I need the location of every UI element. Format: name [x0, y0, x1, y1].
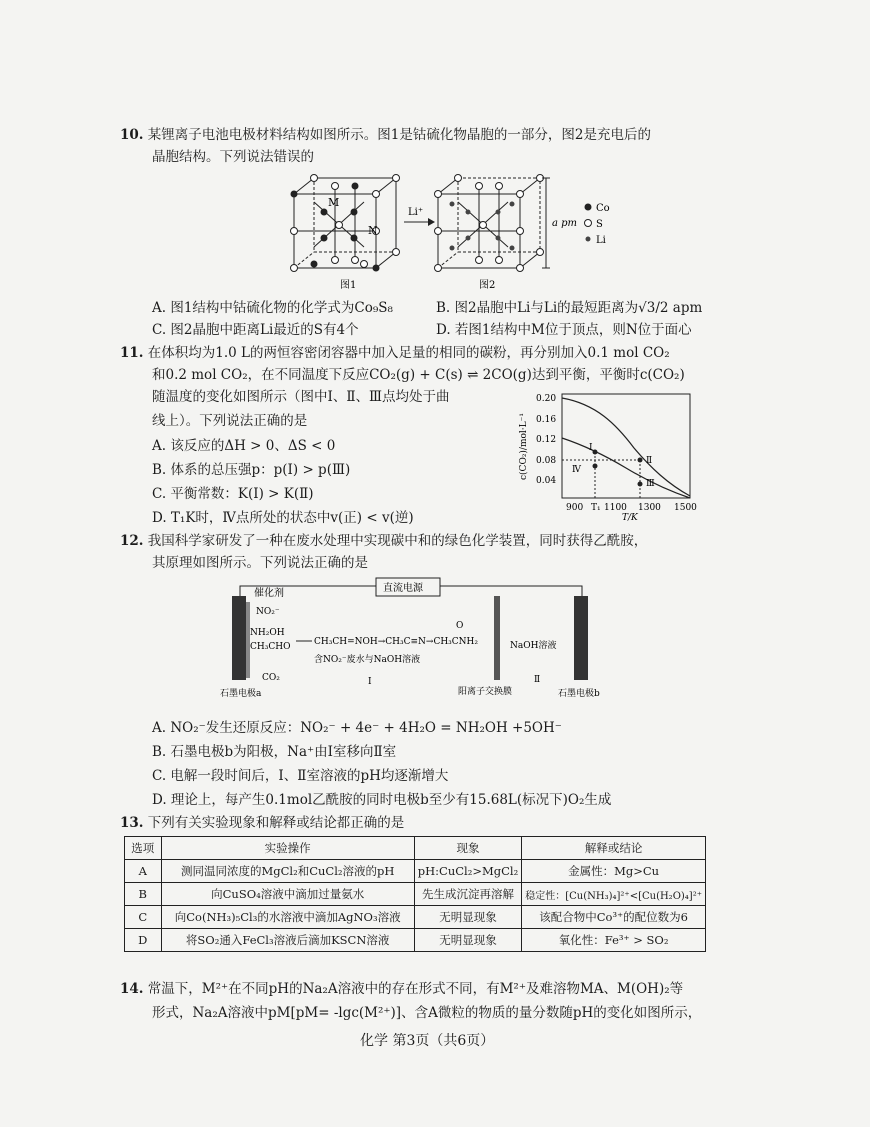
xtick-1100: 1100	[604, 503, 627, 513]
th-conclusion: 解释或结论	[522, 837, 706, 860]
q14-stem-1: 常温下，M²⁺在不同pH的Na₂A溶液中的存在形式不同，有M²⁺及难溶物MA、M(OH)₂等	[147, 981, 684, 997]
q11-stem-1: 在体积均为1.0 L的两恒容密闭容器中加入足量的相同的碳粉，再分别加入0.1 mol CO₂	[147, 345, 670, 361]
q11-number: 11.	[120, 345, 144, 361]
cell: D	[125, 929, 162, 952]
fig1-caption: 图1	[340, 280, 357, 291]
legend-co-swatch	[585, 204, 592, 211]
xtick-1500: 1500	[674, 503, 697, 513]
membrane-shape	[494, 596, 500, 680]
curve-upper	[562, 398, 690, 496]
room-2: Ⅱ	[534, 675, 541, 685]
cell: 测同温同浓度的MgCl₂和CuCl₂溶液的pH	[161, 860, 414, 883]
label-point-iii: Ⅲ	[646, 479, 655, 489]
q10-line1	[120, 124, 651, 146]
table-header-row	[125, 837, 706, 860]
fig2-caption: 图2	[479, 280, 496, 291]
fig1-cube	[294, 178, 396, 268]
q11-option-b: B. 体系的总压强p：p(Ⅰ) > p(Ⅲ)	[152, 462, 351, 478]
dim-label: a pm	[552, 218, 578, 229]
cell: 氧化性：Fe³⁺ > SO₂	[522, 929, 706, 952]
electrode-a-label: 石墨电极a	[220, 689, 262, 699]
q11-stem-2: 和0.2 mol CO₂，在不同温度下反应CO₂(g) + C(s) ⇌ 2CO(g)达到平衡，平衡时c(CO₂)	[152, 367, 685, 383]
q10-crystal-figure	[284, 172, 624, 294]
species-ch3cho: CH₃CHO	[250, 642, 291, 652]
q12-option-c: C. 电解一段时间后，Ⅰ、Ⅱ室溶液的pH均逐渐增大	[152, 768, 449, 784]
ytick-004: 0.04	[536, 476, 557, 486]
q13-table	[124, 836, 706, 952]
catalyst-label: 催化剂	[254, 588, 284, 599]
catalyst-layer	[246, 602, 250, 678]
species-co2: CO₂	[262, 673, 280, 683]
q11-stem-3: 随温度的变化如图所示（图中Ⅰ、Ⅱ、Ⅲ点均处于曲	[152, 389, 450, 405]
ytick-016: 0.16	[536, 415, 557, 425]
fig2-cube	[438, 178, 540, 268]
q13-stem-1: 下列有关实验现象和解释或结论都正确的是	[147, 815, 405, 831]
q10-stem-1: 某锂离子电池电极材料结构如图所示。图1是钴硫化物晶胞的一部分，图2是充电后的	[147, 127, 651, 143]
q14-stem-2: 形式，Na₂A溶液中pM[pM= -lgc(M²⁺)]、含A微粒的物质的量分数随pH的变化如图所示，	[152, 1005, 702, 1021]
electrode-b-label: 石墨电极b	[558, 689, 600, 699]
q11-option-d: D. T₁K时，Ⅳ点所处的状态中v(正) < v(逆)	[152, 510, 414, 526]
species-nh2oh: NH₂OH	[250, 628, 285, 638]
cell: 金属性：Mg>Cu	[522, 860, 706, 883]
fig1-label-n: N	[368, 224, 378, 237]
q10-number: 10.	[120, 127, 144, 143]
point-ii	[638, 458, 643, 463]
table-row	[125, 883, 706, 906]
point-i	[593, 450, 598, 455]
fig1-label-m: M	[328, 196, 340, 209]
graph-ylabel: c(CO₂)/mol·L⁻¹	[519, 413, 529, 480]
legend-s: S	[596, 219, 603, 230]
q14-number: 14.	[120, 981, 144, 997]
q11-option-c: C. 平衡常数：K(Ⅰ) > K(Ⅱ)	[152, 486, 314, 502]
q12-line1	[120, 530, 647, 552]
label-point-ii: Ⅱ	[646, 456, 653, 466]
q10-option-d: D. 若图1结构中M位于顶点，则N位于面心	[436, 322, 692, 338]
ytick-008: 0.08	[536, 456, 557, 466]
graph-xlabel: T/K	[622, 513, 638, 522]
q12-cell-diagram	[210, 576, 630, 702]
point-iv	[593, 464, 598, 469]
th-operation: 实验操作	[161, 837, 414, 860]
power-label: 直流电源	[383, 583, 423, 594]
solution-1: 含NO₂⁻废水与NaOH溶液	[314, 655, 421, 665]
q12-option-b: B. 石墨电极b为阳极，Na⁺由Ⅰ室移向Ⅱ室	[152, 744, 397, 760]
membrane-label: 阳离子交换膜	[458, 687, 513, 697]
arrow-label-li: Li⁺	[408, 207, 424, 218]
chain-text: CH₃CH=NOH→CH₃C≡N→CH₃CNH₂	[314, 637, 479, 647]
cell: A	[125, 860, 162, 883]
solution-2: NaOH溶液	[510, 641, 557, 651]
cell: B	[125, 883, 162, 906]
legend-li-swatch	[586, 237, 591, 242]
q12-number: 12.	[120, 533, 144, 549]
q10-stem-2: 晶胞结构。下列说法错误的	[152, 149, 314, 165]
q10-option-c: C. 图2晶胞中距离Li最近的S有4个	[152, 322, 359, 338]
xtick-900: 900	[566, 503, 584, 513]
q11-stem-4: 线上）。下列说法正确的是	[152, 413, 308, 429]
q11-line1	[120, 342, 670, 364]
q10-option-b: B. 图2晶胞中Li与Li的最短距离为√3/2 apm	[436, 300, 703, 316]
curve-lower	[562, 438, 690, 498]
table-row	[125, 860, 706, 883]
q12-stem-2: 其原理如图所示。下列说法正确的是	[152, 555, 368, 571]
carbonyl-o: O	[456, 621, 464, 631]
th-phenomenon: 现象	[414, 837, 521, 860]
table-row	[125, 906, 706, 929]
th-option: 选项	[125, 837, 162, 860]
room-1: Ⅰ	[368, 677, 372, 687]
ytick-020: 0.20	[536, 394, 557, 404]
cell: 无明显现象	[414, 906, 521, 929]
q11-graph	[506, 386, 706, 522]
cell: 该配合物中Co³⁺的配位数为6	[522, 906, 706, 929]
q11-option-a: A. 该反应的ΔH > 0、ΔS < 0	[152, 438, 336, 454]
xtick-1300: 1300	[638, 503, 661, 513]
legend-li: Li	[596, 235, 606, 246]
legend-co: Co	[596, 203, 610, 214]
fig2-atoms	[435, 175, 544, 272]
cell: 稳定性：[Cu(NH₃)₄]²⁺<[Cu(H₂O)₄]²⁺	[522, 883, 706, 906]
cell: 无明显现象	[414, 929, 521, 952]
page-footer: 化学 第3页（共6页）	[360, 1033, 495, 1049]
label-point-iv: Ⅳ	[572, 465, 581, 475]
q14-line1	[120, 978, 683, 1000]
cell: 先生成沉淀再溶解	[414, 883, 521, 906]
cell: 向CuSO₄溶液中滴加过量氨水	[161, 883, 414, 906]
q12-stem-1: 我国科学家研发了一种在废水处理中实现碳中和的绿色化学装置，同时获得乙酰胺，	[147, 533, 648, 549]
q13-number: 13.	[120, 815, 144, 831]
cell: 将SO₂通入FeCl₃溶液后滴加KSCN溶液	[161, 929, 414, 952]
ytick-012: 0.12	[536, 435, 557, 445]
electrode-a	[232, 596, 246, 680]
table-row	[125, 929, 706, 952]
species-no2: NO₂⁻	[256, 607, 280, 617]
fig1-atoms	[291, 175, 400, 272]
electrode-b	[574, 596, 588, 680]
label-point-i: Ⅰ	[589, 443, 593, 453]
graph-frame	[562, 394, 690, 498]
point-iii	[638, 482, 643, 487]
legend-s-swatch	[585, 220, 592, 227]
cell: C	[125, 906, 162, 929]
q12-option-a: A. NO₂⁻发生还原反应：NO₂⁻ + 4e⁻ + 4H₂O = NH₂OH +5OH⁻	[152, 720, 562, 736]
xtick-t1: T₁	[591, 503, 601, 513]
cell: pH:CuCl₂>MgCl₂	[414, 860, 521, 883]
fig-arrow-head	[428, 218, 435, 226]
q13-line1	[120, 812, 404, 834]
cell: 向Co(NH₃)₅Cl₃的水溶液中滴加AgNO₃溶液	[161, 906, 414, 929]
q12-option-d: D. 理论上，每产生0.1mol乙酰胺的同时电极b至少有15.68L(标况下)O₂生成	[152, 792, 612, 808]
q10-option-a: A. 图1结构中钴硫化物的化学式为Co₉S₈	[152, 300, 393, 316]
